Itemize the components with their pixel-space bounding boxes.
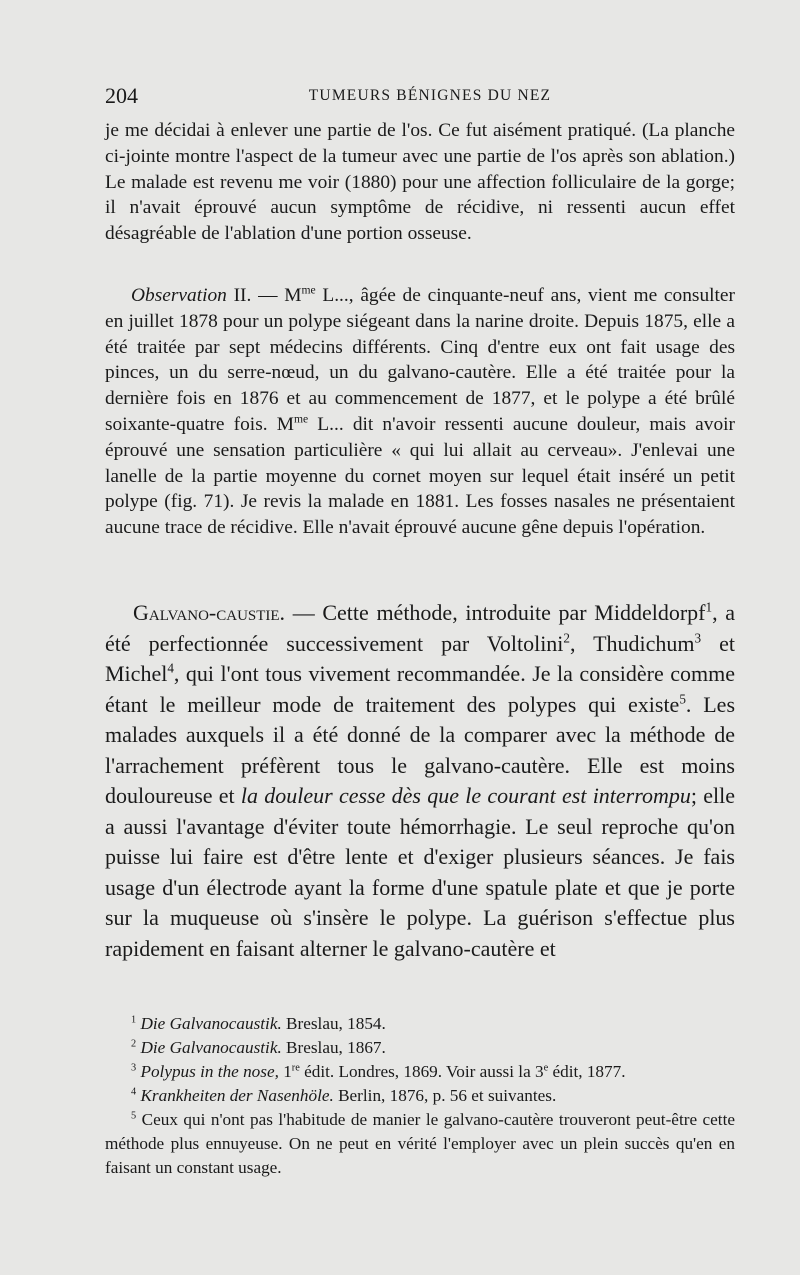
footnote [105, 1036, 735, 1060]
footnote-text: Ceux qui n'ont pas l'habitude de manier le galvano-cautère trouveront peut-être cette méthode plus ennuyeuse. On ne peut en vérité l'employer avec un plein succès qu'en en faisant un constant usage. [105, 1110, 735, 1177]
footnote [105, 1084, 735, 1108]
footnotes [105, 1012, 735, 1180]
observation-label: Observation [131, 285, 227, 306]
paragraph-continuation: je me décidai à enlever une partie de l'os. Ce fut aisément pratiqué. (La planche ci-jointe montre l'aspect de la tumeur avec une partie de l'os après son ablation.) Le malade est revenu me voir (1880) pour une affection folliculaire de la gorge; il n'avait éprouvé aucun symptôme de récidive, ni ressenti aucun effet désagréable de l'ablation d'une portion osseuse. [105, 120, 735, 245]
page-number: 204 [105, 83, 138, 108]
footnote-text: édit, 1877. [548, 1062, 626, 1081]
footnote-text: Berlin, 1876, p. 56 et suivantes. [333, 1086, 557, 1105]
footnote [105, 1012, 735, 1036]
page-header [105, 83, 735, 113]
observation-text-part1: L..., âgée de cinquante-neuf ans, vient me consulter en juillet 1878 pour un polype siégeant dans la narine droite. Depuis 1875, elle a été traitée par sept médecins différents. Cinq d'entre eux ont fait usage des pinces, un du serre-nœud, un du galvano-cautère. Elle a été traitée pour la dernière fois en 1876 et au commencement de 1877, et le polype a été brûlé soixante-quatre fois. M [105, 285, 735, 435]
footnote-mark: 2 [131, 1038, 137, 1050]
footnote-title: Die Galvanocaustik. [140, 1038, 282, 1057]
section-text-4: et Michel [105, 630, 735, 686]
observation-paragraph [105, 283, 735, 541]
observation-text-part2: L... dit n'avoir ressenti aucune douleur, mais avoir éprouvé une sensation particulière « qui lui allait au cerveau». J'enlevai une lanelle de la partie moyenne du cornet moyen sur lequel était inséré un petit polype (fig. 71). Je revis la malade en 1881. Les fosses nasales ne présentaient aucune trace de récidive. Elle n'avait éprouvé aucune gêne depuis l'opération. [105, 413, 735, 539]
footnote-ref-2: 2 [563, 630, 571, 646]
observation-number: II. — M [226, 285, 302, 306]
footnote-title: Die Galvanocaustik. [140, 1014, 282, 1033]
footnote-text: Breslau, 1854. [281, 1014, 386, 1033]
mme-superscript: me [301, 283, 316, 297]
footnote-text: Breslau, 1867. [281, 1038, 386, 1057]
footnote-text: édit. Londres, 1869. Voir aussi la 3 [299, 1062, 544, 1081]
section-text-5: , qui l'ont tous vivement recommandée. Je la considère comme étant le meilleur mode de traitement des polypes qui existe [105, 661, 735, 717]
footnote-mark: 1 [131, 1014, 137, 1026]
section-italic-phrase: la douleur cesse dès que le courant est interrompu [240, 783, 691, 808]
footnote-ref-4: 4 [167, 660, 174, 676]
footnote-superscript: e [543, 1062, 549, 1074]
footnote-mark: 5 [131, 1110, 137, 1122]
footnote-mark: 4 [131, 1086, 137, 1098]
footnote-text: 1 [278, 1062, 292, 1081]
running-head: TUMEURS BÉNIGNES DU NEZ [308, 87, 552, 104]
footnote-ref-5: 5 [679, 691, 686, 707]
mme-superscript-2: me [293, 412, 309, 426]
footnote [105, 1108, 735, 1180]
section-text-1: — Cette méthode, introduite par Middeldorpf [285, 600, 706, 625]
footnote-title: Polypus in the nose, [140, 1062, 279, 1081]
footnote-superscript: re [291, 1062, 300, 1074]
section-heading: Galvano-caustie. [133, 600, 286, 625]
section-text-7: ; elle a aussi l'avantage d'éviter toute hémorrhagie. Le seul reproche qu'on puisse lui faire est d'être lente et d'exiger plusieurs séances. Je fais usage d'un électrode ayant la forme d'une spatule plate et que je porte sur la muqueuse où s'insère le polype. La guérison s'effectue plus rapidement en faisant alterner le galvano-cautère et [105, 783, 736, 961]
footnote-title: Krankheiten der Nasenhöle. [140, 1086, 334, 1105]
section-text-2: , a été perfectionnée successivement par Voltolini [105, 600, 736, 656]
galvano-caustie-paragraph [105, 598, 735, 964]
footnote [105, 1060, 735, 1084]
footnote-mark: 3 [131, 1062, 137, 1074]
footnote-ref-1: 1 [705, 599, 713, 615]
section-text-6: . Les malades auxquels il a été donné de la comparer avec la méthode de l'arrachement préfèrent tous le galvano-cautère. Elle est moins douloureuse et [105, 691, 736, 808]
section-text-3: , Thudichum [570, 630, 695, 656]
footnote-ref-3: 3 [694, 630, 702, 646]
